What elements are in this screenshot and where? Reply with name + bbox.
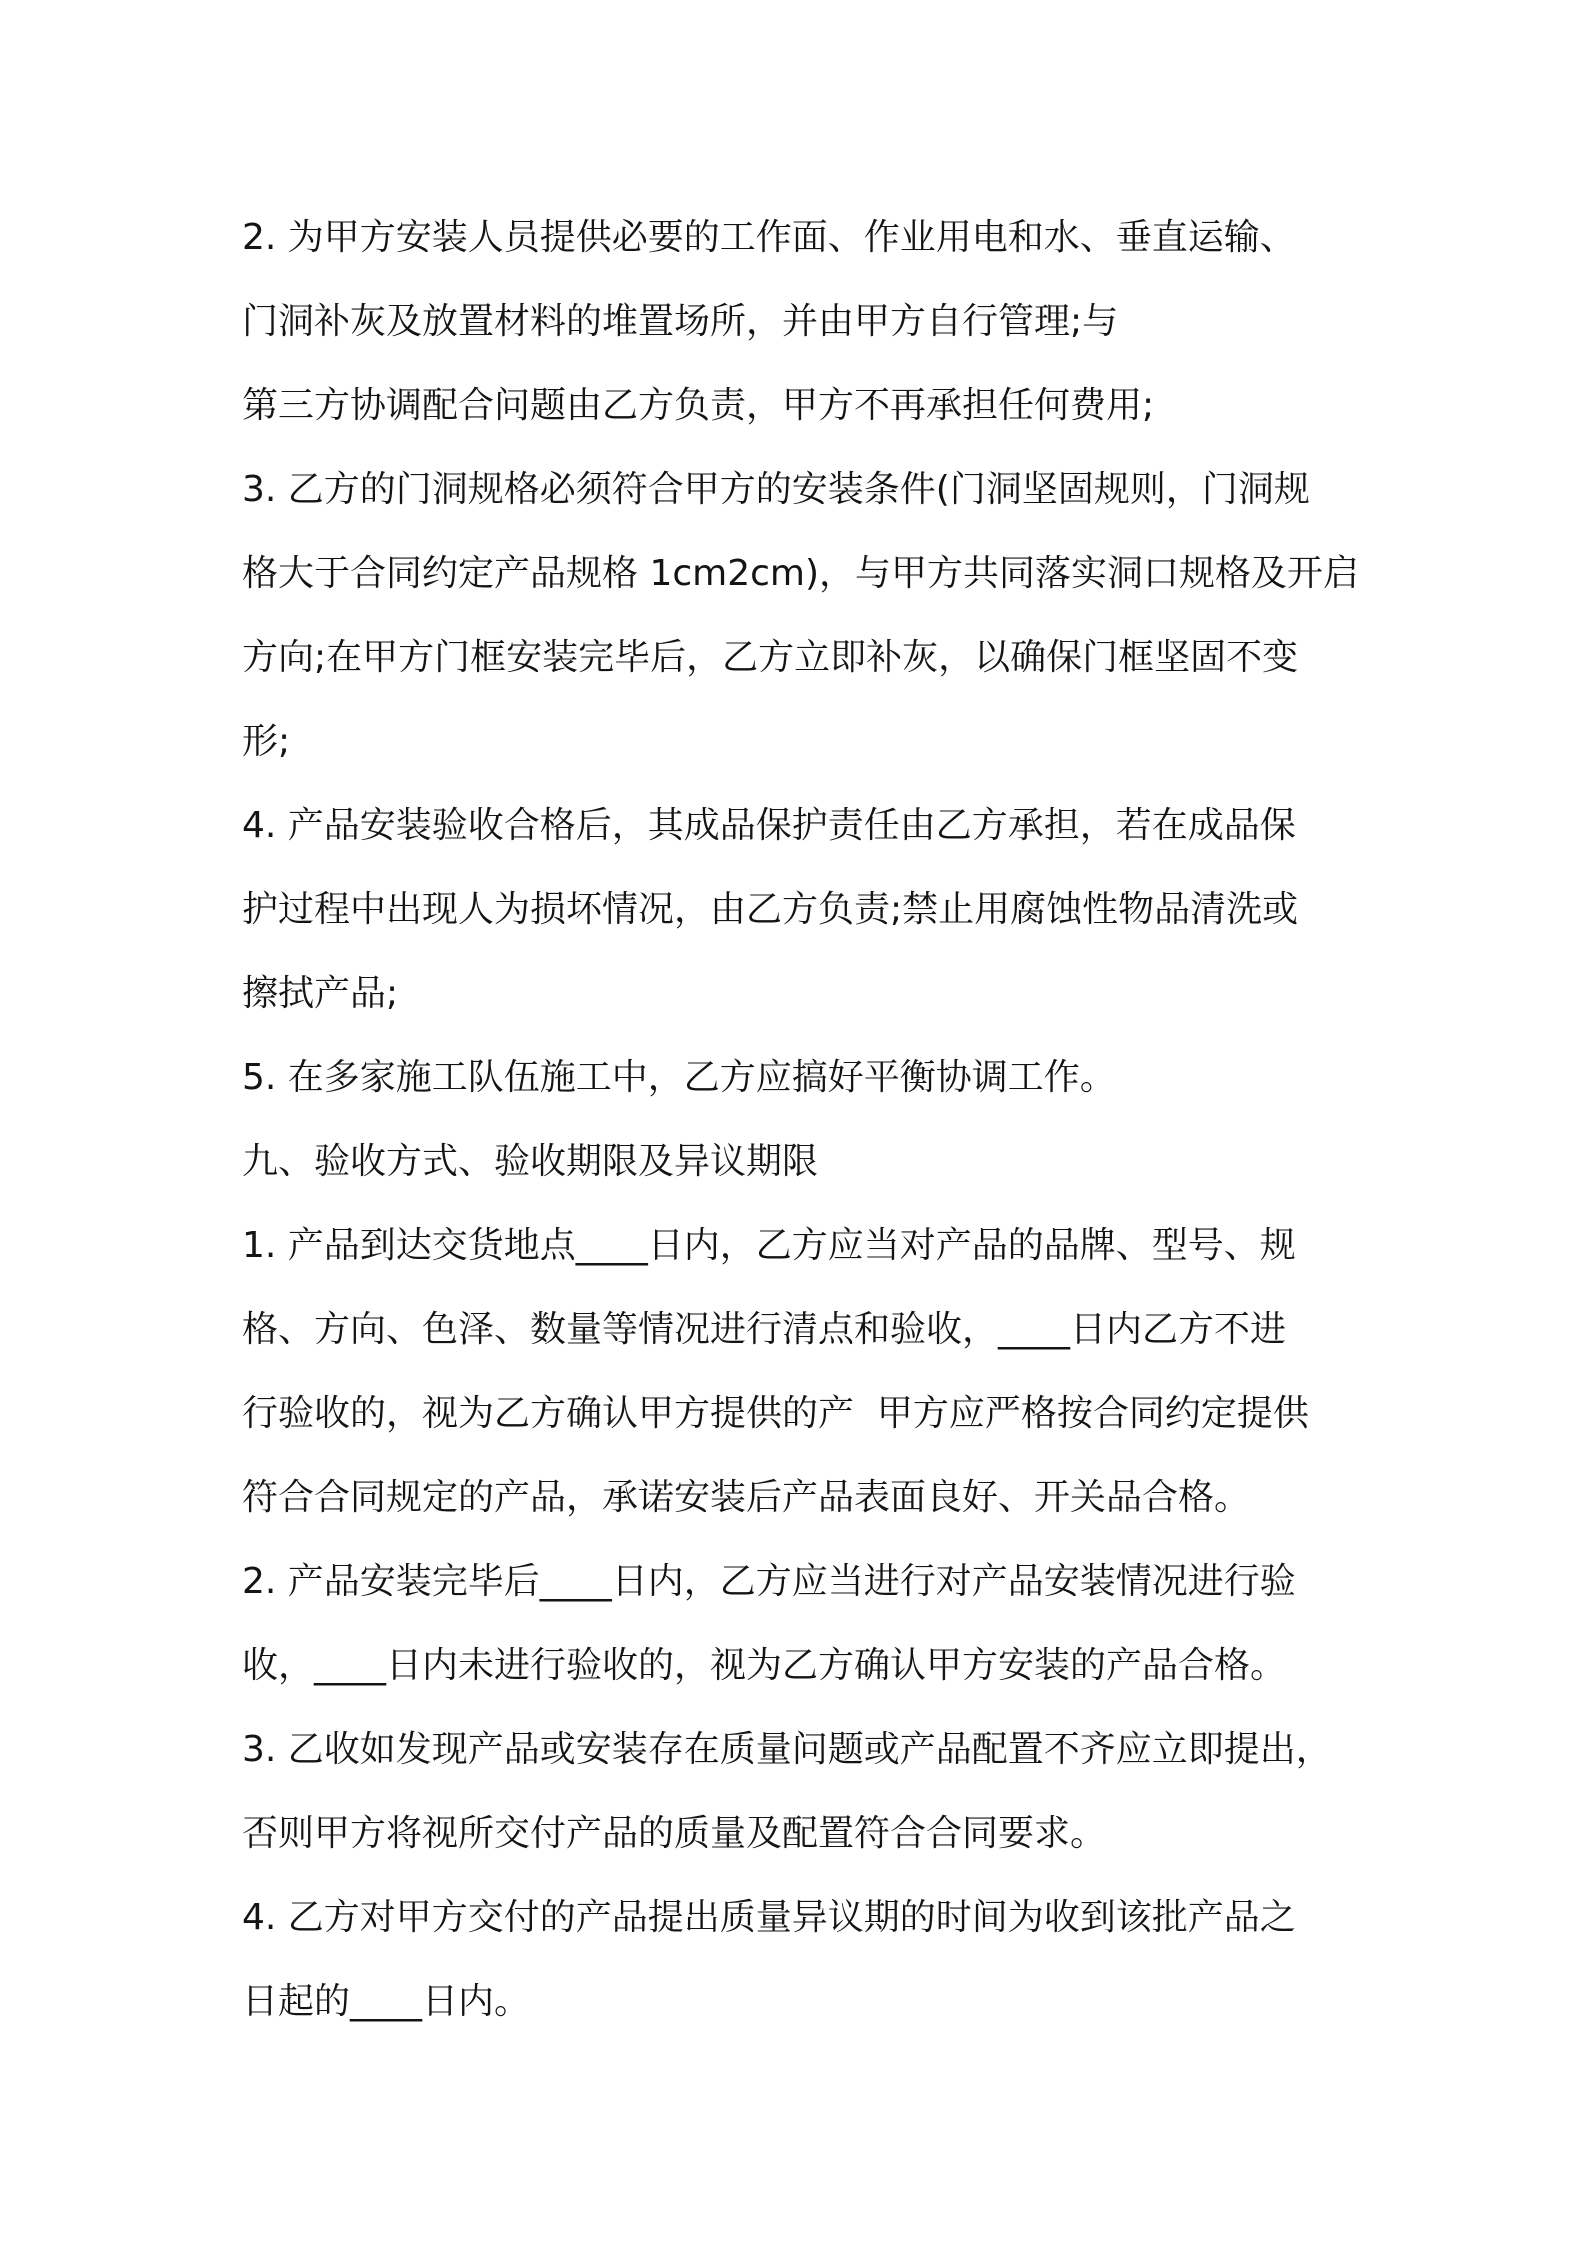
text-line-11: 5. 在多家施工队伍施工中，乙方应搞好平衡协调工作。	[242, 1057, 1116, 1098]
text-line-20: 否则甲方将视所交付产品的质量及配置符合合同要求。	[242, 1813, 1107, 1854]
text-line-5: 格大于合同约定产品规格 1cm2cm)，与甲方共同落实洞口规格及开启	[242, 553, 1360, 594]
text-line-6: 方向;在甲方门框安装完毕后，乙方立即补灰，以确保门框坚固不变	[242, 637, 1299, 678]
text-line-9: 护过程中出现人为损坏情况，由乙方负责;禁止用腐蚀性物品清洗或	[242, 889, 1299, 930]
text-line-8: 4. 产品安装验收合格后，其成品保护责任由乙方承担，若在成品保	[242, 805, 1296, 846]
text-line-15: 行验收的，视为乙方确认甲方提供的产 甲方应严格按合同约定提供	[242, 1393, 1309, 1434]
section-heading: 九、验收方式、验收期限及异议期限	[242, 1141, 819, 1182]
text-line-4: 3. 乙方的门洞规格必须符合甲方的安装条件(门洞坚固规则，门洞规	[242, 469, 1310, 510]
text-line-18: 收，____日内未进行验收的，视为乙方确认甲方安装的产品合格。	[242, 1645, 1287, 1686]
text-line-13: 1. 产品到达交货地点____日内，乙方应当对产品的品牌、型号、规	[242, 1225, 1296, 1266]
text-line-22: 日起的____日内。	[242, 1981, 531, 2022]
contract-text	[242, 196, 1372, 2044]
text-line-2: 门洞补灰及放置材料的堆置场所，并由甲方自行管理;与	[242, 301, 1119, 342]
text-line-14: 格、方向、色泽、数量等情况进行清点和验收，____日内乙方不进	[242, 1309, 1287, 1350]
text-line-17: 2. 产品安装完毕后____日内，乙方应当进行对产品安装情况进行验	[242, 1561, 1296, 1602]
text-line-7: 形;	[242, 721, 291, 762]
text-line-1: 2. 为甲方安装人员提供必要的工作面、作业用电和水、垂直运输、	[242, 217, 1296, 258]
text-line-10: 擦拭产品;	[242, 973, 399, 1014]
text-line-16: 符合合同规定的产品，承诺安装后产品表面良好、开关品合格。	[242, 1477, 1251, 1518]
text-line-19: 3. 乙收如发现产品或安装存在质量问题或产品配置不齐应立即提出，	[242, 1729, 1332, 1770]
text-line-21: 4. 乙方对甲方交付的产品提出质量异议期的时间为收到该批产品之	[242, 1897, 1296, 1938]
text-line-3: 第三方协调配合问题由乙方负责，甲方不再承担任何费用;	[242, 385, 1155, 426]
